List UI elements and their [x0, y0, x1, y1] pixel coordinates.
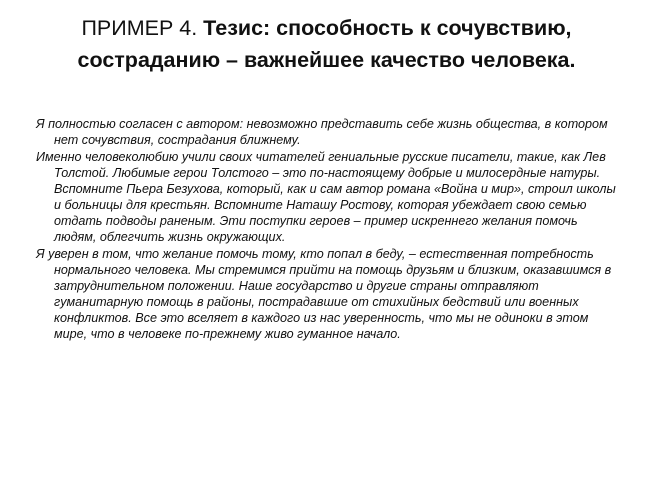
paragraph-agreement: Я полностью согласен с автором: невозможно представить себе жизнь общества, в котором нет сочувствия, сострадания ближнему.: [36, 117, 608, 147]
slide-body: [36, 116, 616, 343]
slide-title: [40, 12, 613, 76]
title-lead: ПРИМЕР 4.: [81, 16, 204, 40]
paragraph-life-argument: Я уверен в том, что желание помочь тому, кто попал в беду, – естественная потребность нормального человека. Мы стремимся прийти на помощь друзьям и близким, оказавшимся в затруднительном положении. Наше государство и другие страны отправляют гуманитарную помощь в районы, пострадавшие от стихийных бедствий или военных конфликтов. Все это вселяет в каждого из нас уверенность, что мы не одиноки в этом мире, что в человеке по-прежнему живо гуманное начало.: [36, 247, 612, 341]
title-thesis: Тезис: способность к сочувствию, состраданию – важнейшее качество человека.: [77, 16, 576, 72]
paragraph-literary-argument: Именно человеколюбию учили своих читателей гениальные русские писатели, такие, как Лев Толстой. Любимые герои Толстого – это по-настоящему добрые и милосердные натуры. Вспомните Пьера Безухова, который, как и сам автор романа «Война и мир», строил школы и больницы для крестьян. Вспомните Наташу Ростову, которая убеждает свою семью отдать подводы раненым. Эти поступки героев – пример искреннего желания помочь людям, облегчить жизнь окружающих.: [36, 150, 616, 244]
